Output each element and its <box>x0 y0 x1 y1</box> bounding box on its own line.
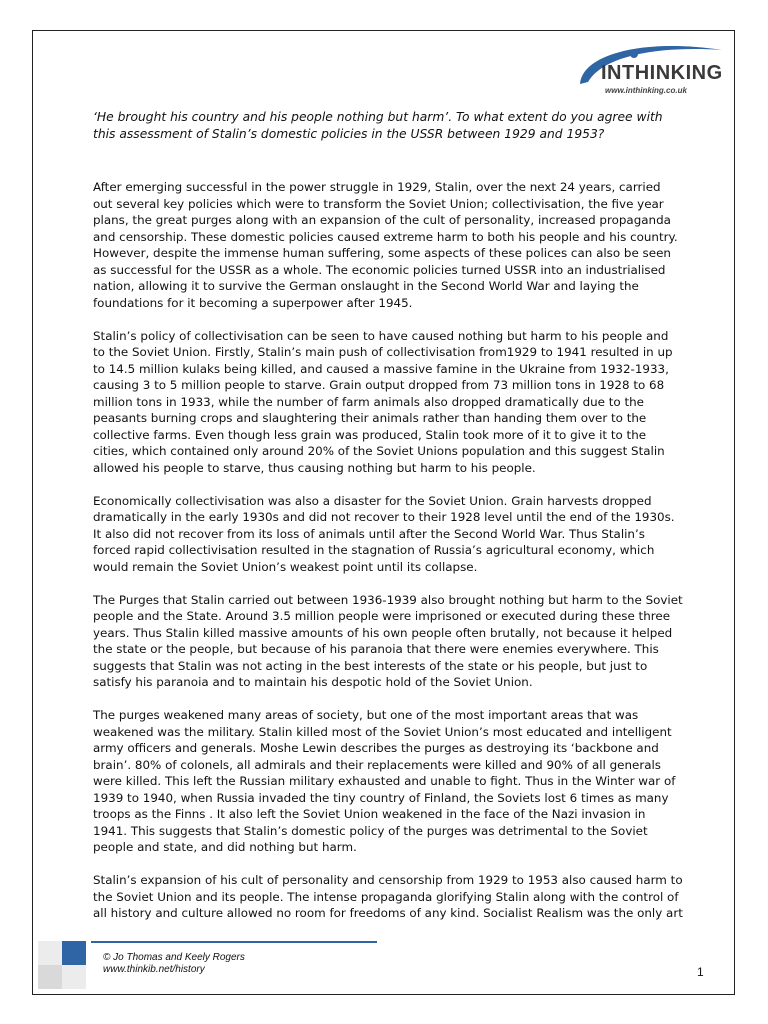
essay-question: ‘He brought his country and his people nothing but harm’. To what extent do you agree with this assessment of Stalin’s domestic policies in the USSR between 1929 and 1953? <box>93 110 663 141</box>
footer-credits <box>103 952 245 976</box>
footer-square-light <box>38 965 62 989</box>
paragraph: The Purges that Stalin carried out between 1936-1939 also brought nothing but harm to the Soviet people and the State. Around 3.5 million people were imprisoned or executed during these three years. Thus Stalin killed massive amounts of his own people often brutally, not because it helped the state or the people, but because of his paranoia that there were enemies everywhere. This suggests that Stalin was not acting in the best interests of the state or his people, but just to satisfy his paranoia and to maintain his despotic hold of the Soviet Union. <box>93 592 683 689</box>
footer-square-light <box>62 965 86 989</box>
inthinking-logo <box>574 40 724 100</box>
footer-square-light <box>38 941 62 965</box>
paragraph: Stalin’s policy of collectivisation can be seen to have caused nothing but harm to his people and to the Soviet Union. Firstly, Stalin’s main push of collectivisation from1929 to 1941 resulted in up to 14.5 million kulaks being killed, and caused a massive famine in the Ukraine from 1932-1933, causing 3 to 5 million people to starve. Grain output dropped from 73 million tons in 1928 to 68 million tons in 1933, while the number of farm animals also dropped dramatically due to the peasants burning crops and slaughtering their animals rather than handing them over to the collective farms. Even though less grain was produced, Stalin took more of it to give it to the cities, which contained only around 20% of the Soviet Unions population and this suggest Stalin allowed his people to starve, thus causing nothing but harm to his people. <box>93 328 673 475</box>
footer-rule <box>91 941 377 943</box>
footer-copyright: © Jo Thomas and Keely Rogers <box>103 952 245 963</box>
paragraph: Economically collectivisation was also a disaster for the Soviet Union. Grain harvests dropped dramatically in the early 1930s and did not recover to their 1928 level until the end of the 1930s. It also did not recover from its loss of animals until after the Second World War. Thus Stalin’s forced rapid collectivisation resulted in the stagnation of Russia’s agricultural economy, which would remain the Soviet Union’s weakest point until its collapse. <box>93 493 675 574</box>
paragraph: Stalin’s expansion of his cult of personality and censorship from 1929 to 1953 also caused harm to the Soviet Union and its people. The intense propaganda glorifying Stalin along with the control of all history and culture allowed no room for freedoms of any kind. Socialist Realism was the only art <box>93 873 683 920</box>
essay-body <box>93 179 683 938</box>
footer-decoration <box>38 941 86 989</box>
paragraph: The purges weakened many areas of society, but one of the most important areas that was weakened was the military. Stalin killed most of the Soviet Union’s most educated and intelligent army officers and generals. Moshe Lewin describes the purges as destroying its ‘backbone and brain’. 80% of colonels, all admirals and their replacements were killed and 90% of all generals were killed. This left the Russian military exhausted and unable to fight. Thus in the Winter war of 1939 to 1940, when Russia invaded the tiny country of Finland, the Soviets lost 6 times as many troops as the Finns . It also left the Soviet Union weakened in the face of the Nazi invasion in 1941. This suggests that Stalin’s domestic policy of the purges was detrimental to the Soviet people and state, and did nothing but harm. <box>93 708 676 854</box>
logo-url: www.inthinking.co.uk <box>605 86 687 95</box>
logo-wordmark: INTHINKING <box>601 62 723 84</box>
page-number: 1 <box>697 965 704 979</box>
paragraph: After emerging successful in the power struggle in 1929, Stalin, over the next 24 years, carried out several key policies which were to transform the Soviet Union; collectivisation, the five year plans, the great purges along with an expansion of the cult of personality, increased propaganda and censorship. These domestic policies caused extreme harm to both his people and his country. However, despite the immense human suffering, some aspects of these polices can also be seen as successful for the USSR as a whole. The economic policies turned USSR into an industrialised nation, allowing it to survive the German onslaught in the Second World War and laying the foundations for it becoming a superpower after 1945. <box>93 180 678 310</box>
footer-url: www.thinkib.net/history <box>103 964 205 975</box>
footer-square-blue <box>62 941 86 965</box>
